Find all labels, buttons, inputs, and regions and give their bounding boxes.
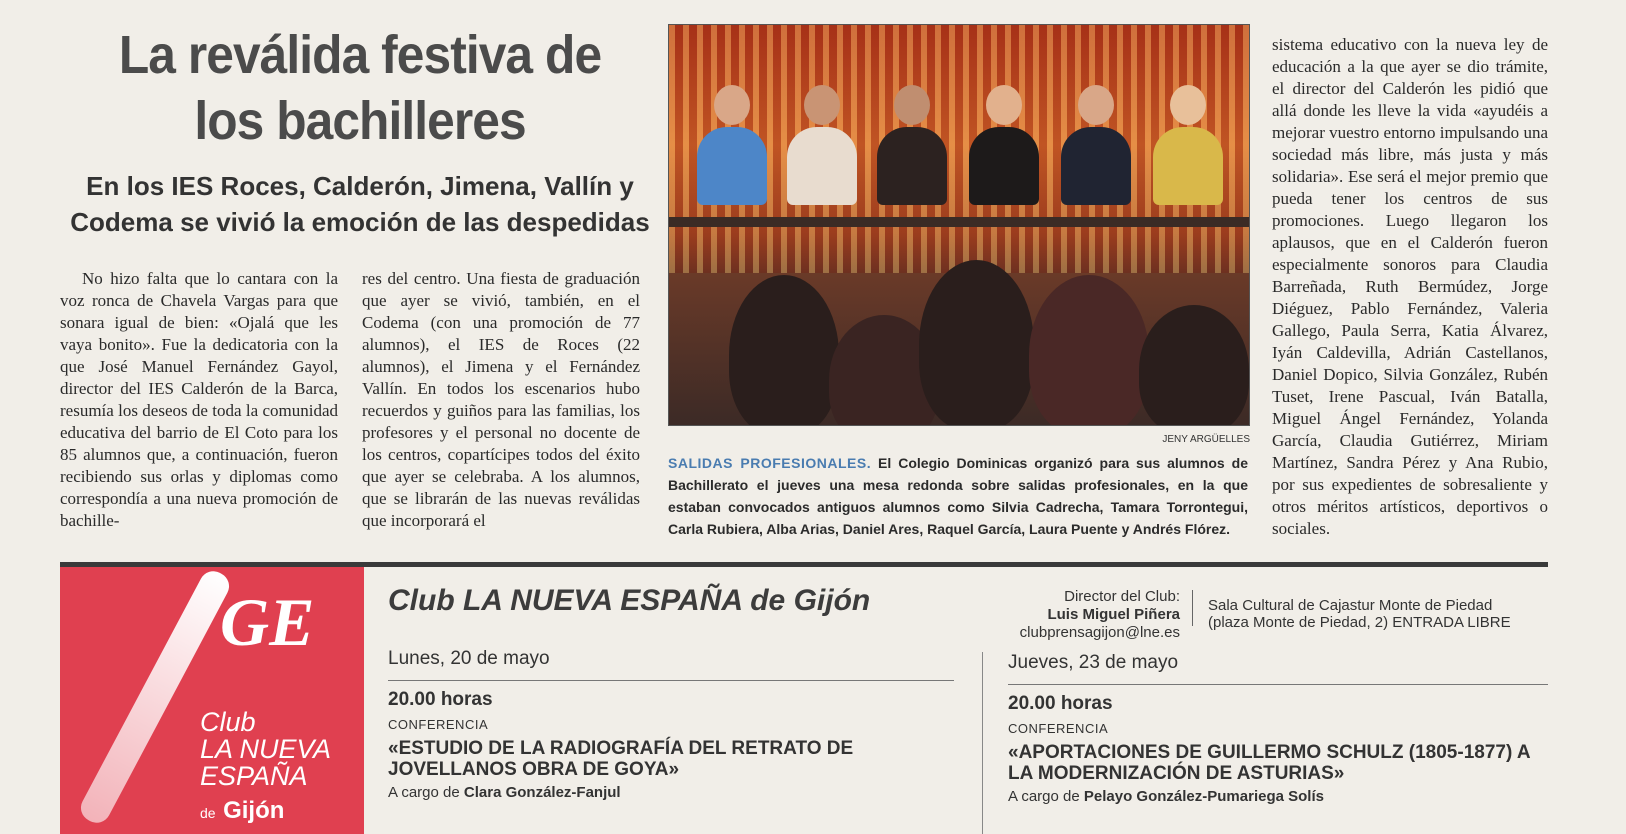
event-speaker <box>388 784 954 801</box>
caption-kicker: SALIDAS PROFESIONALES. <box>668 455 872 471</box>
event-title: «APORTACIONES DE GUILLERMO SCHULZ (1805-1877) A LA MODERNIZACIÓN DE ASTURIAS» <box>1008 742 1530 784</box>
photo-panelist <box>1153 85 1223 205</box>
director-name: Luis Miguel Piñera <box>1047 606 1180 623</box>
photo-panelist <box>969 85 1039 205</box>
logo-line-la-nueva: LA NUEVA <box>200 734 332 764</box>
article-column-1: No hizo falta que lo cantara con la voz ronca de Chavela Vargas para que sonara igual de bien: «Ojalá que les vaya bonito». Fue la dedicatoria con la que José Manuel Fernández Gayol, director del IES Calderón de la Barca, resumía los deseos de toda la comunidad educativa del barrio de El Coto para los 85 alumnos que, a continuación, fueron recibiendo sus orlas y diplomas como correspondía a una nueva promoción de bachille- <box>60 269 338 530</box>
photo-credit: JENY ARGÜELLES <box>1162 434 1250 445</box>
speaker-name: Pelayo González-Pumariega Solís <box>1083 788 1324 805</box>
article-column-2: res del centro. Una fiesta de graduación que ayer se vivió, también, en el Codema (con una promoción de 77 alumnos), el IES de Roces (22 alumnos), el Jimena y el Fernández Vallín. En todos los escenarios hubo recuerdos y guiños para las familias, los profesores y el personal no docente de los centros, copartícipes todos del éxito que ayer se celebraba. A los alumnos, que se librarán de las nuevas reválidas que incorporará el <box>362 269 640 530</box>
event-time: 20.00 horas <box>1008 693 1113 714</box>
director-email: clubprensagijon@lne.es <box>1019 624 1180 641</box>
photo-audience <box>729 275 839 426</box>
photo-panelist <box>787 85 857 205</box>
caption-text: El Colegio Dominicas organizó para sus alumnos de Bachillerato el jueves una mesa redonda sobre salidas profesionales, en la que estaban convocados antiguos alumnos como Silvia Cadrecha, Tamara Torrontegui, Carla Rubiera, Alba Arias, Daniel Ares, Raquel García, Laura Puente y Andrés Flórez. <box>668 455 1248 537</box>
event-card <box>1008 652 1548 805</box>
event-speaker <box>1008 788 1548 805</box>
logo-monogram: GE <box>220 584 315 660</box>
news-photo <box>668 24 1250 426</box>
logo-line-club: Club <box>200 707 256 737</box>
venue-line-2: (plaza Monte de Piedad, 2) ENTRADA LIBRE <box>1208 614 1511 631</box>
logo-de: de <box>200 805 216 821</box>
event-title: «ESTUDIO DE LA RADIOGRAFÍA DEL RETRATO DE JOVELLANOS OBRA DE GOYA» <box>388 738 854 780</box>
photo-panelist <box>697 85 767 205</box>
photo-panelist <box>1061 85 1131 205</box>
director-label: Director del Club: <box>1064 588 1180 605</box>
logo-wordmark <box>200 709 331 827</box>
event-date: Jueves, 23 de mayo <box>1008 652 1548 685</box>
photo-caption <box>668 452 1248 540</box>
event-time: 20.00 horas <box>388 689 493 710</box>
event-card <box>388 648 954 801</box>
article-headline: La reválida festiva de los bachilleres <box>118 25 602 151</box>
club-logo <box>60 567 364 834</box>
event-type: CONFERENCIA <box>388 717 489 732</box>
photo-audience <box>919 260 1034 426</box>
speaker-name: Clara González-Fanjul <box>463 784 621 801</box>
speaker-prefix: A cargo de <box>388 784 460 801</box>
article-subhead: En los IES Roces, Calderón, Jimena, Vallín y Codema se vivió la emoción de las despedidas <box>70 171 650 237</box>
article-column-3: sistema educativo con la nueva ley de educación a la que ayer se dio trámite, el director del Calderón les pidió que allá donde les lleve la vida «ayudéis a mejorar vuestro entorno impulsando una sociedad más libre, más justa y más solidaria». Ese será el mejor premio que pueda tener los centros de sus promociones. Luego llegaron los aplausos, que en el Calderón fueron especialmente sonoros para Claudia Barreñada, Ruth Bermúdez, Jorge Diéguez, Pablo Fernández, Valeria Gallego, Paula Serra, Katia Álvarez, Iyán Caldevilla, Adrián Castellanos, Daniel Dopico, Silvia González, Rubén Tuset, Irene Pascual, Iván Batalla, Miguel Ángel Fernández, Yolanda García, Claudia Gutiérrez, Miriam Martínez, Sandra Pérez y Ana Rubio, por sus expedientes de sobresaliente y otros méritos artísticos, deportivos o sociales. <box>1272 35 1548 538</box>
venue-line-1: Sala Cultural de Cajastur Monte de Piedad <box>1208 597 1493 614</box>
logo-gijon: Gijón <box>223 797 285 824</box>
event-type: CONFERENCIA <box>1008 721 1109 736</box>
speaker-prefix: A cargo de <box>1008 788 1080 805</box>
header-separator <box>1192 590 1193 626</box>
photo-audience <box>1139 305 1249 426</box>
events-separator <box>982 652 983 834</box>
photo-table <box>669 217 1249 227</box>
club-venue <box>1208 597 1511 631</box>
club-director-info <box>960 588 1180 642</box>
event-date: Lunes, 20 de mayo <box>388 648 954 681</box>
club-title: Club LA NUEVA ESPAÑA de Gijón <box>388 584 871 617</box>
photo-audience <box>1029 275 1149 426</box>
photo-panelist <box>877 85 947 205</box>
logo-line-espana: ESPAÑA <box>200 761 308 791</box>
